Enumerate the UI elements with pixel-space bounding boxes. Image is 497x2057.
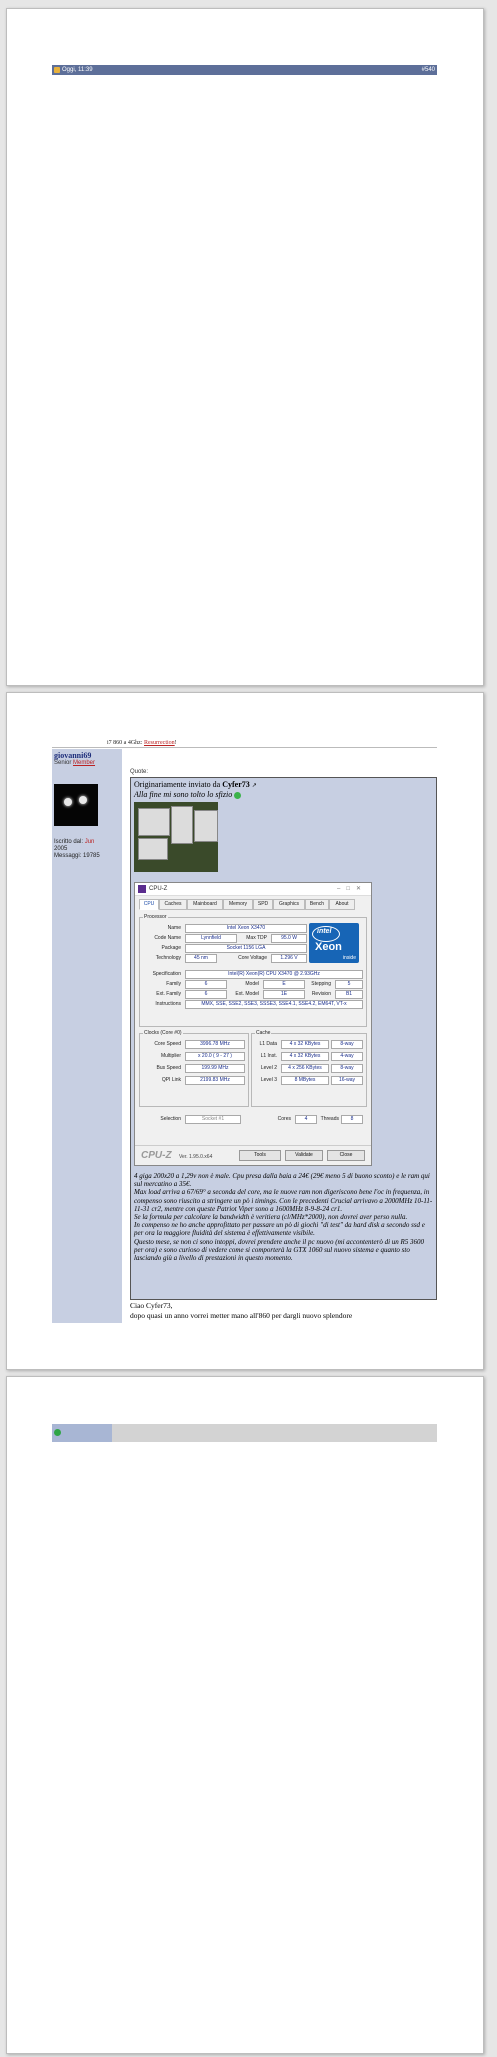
instructions-label: Instructions (155, 1001, 181, 1007)
cpuz-tab-graphics: Graphics (273, 899, 305, 910)
post-date: Oggi, 11:39 (62, 67, 93, 73)
reply-line: Ciao Cyfer73, (130, 1301, 173, 1310)
l1data-value: 4 x 32 KBytes (281, 1040, 329, 1049)
name-value: Intel Xeon X3470 (185, 924, 307, 933)
technology-label: Technology (155, 955, 181, 961)
post-body (122, 749, 437, 1323)
cpuz-brand: CPU-Z (141, 1150, 172, 1161)
threads-label: Threads (320, 1116, 339, 1122)
user-rank (54, 760, 95, 766)
post-number-link[interactable]: #540 (421, 67, 435, 73)
cpuz-tab-mainboard: Mainboard (187, 899, 223, 910)
page-3 (6, 1376, 484, 2054)
post-icon (54, 67, 60, 73)
smiley-icon (234, 792, 241, 799)
busspeed-label: Bus Speed (156, 1065, 181, 1071)
extmodel-value: 1E (263, 990, 305, 999)
qpilink-label: QPI Link (161, 1077, 181, 1083)
extmodel-label: Ext. Model (235, 991, 259, 997)
thread-title-link[interactable]: Resurrection (144, 740, 175, 746)
thread-title (107, 740, 177, 746)
level2-value: 4 x 256 KBytes (281, 1064, 329, 1073)
corespeed-label: Core Speed (154, 1041, 181, 1047)
cpuz-logo-icon (138, 885, 146, 893)
cores-label: Cores (277, 1116, 291, 1122)
quote-label: Quote: (130, 769, 149, 775)
joined-label: Iscritto dal: (54, 839, 85, 845)
username[interactable]: giovanni69 (54, 751, 92, 760)
post-header-bar (52, 1424, 437, 1442)
quote-paragraph: Questo mese, se non ci sono intoppi, dovrei prendere anche il pc nuovo (mi accontenterò di un R5 3600 per ora) e sono curioso di vedere come si comporterà la GTX 1060 sul nuovo sistema e quanto sto lasciando giù a livello di prestazioni in questo momento. (134, 1237, 425, 1263)
extfamily-label: Ext. Family (156, 991, 181, 997)
qpilink-value: 2199.83 MHz (185, 1076, 245, 1085)
tools-button: Tools (239, 1150, 281, 1161)
messages-value: 19785 (83, 853, 100, 859)
maxtdp-label: Max TDP (246, 935, 267, 941)
codename-value: Lynnfield (185, 934, 237, 943)
validate-button: Validate (285, 1150, 323, 1161)
cpuz-screenshot (134, 882, 372, 1166)
model-value: E (263, 980, 305, 989)
screenshot-thumbnail[interactable] (134, 802, 218, 872)
xeon-product: Xeon (315, 941, 342, 953)
package-label: Package (161, 945, 181, 951)
avatar-eye-right (79, 796, 87, 804)
processor-group-label: Processor (144, 914, 167, 920)
l1data-label: L1 Data (259, 1041, 277, 1047)
cache-group-label: Cache (256, 1030, 271, 1036)
messages-label: Messaggi: (54, 853, 84, 859)
quote-paragraph: Se la formula per calcolare la bandwidth è veritiera (cl/MHz*2000), non dovrei aver perso nulla. (134, 1213, 408, 1222)
cpuz-footer (135, 1145, 371, 1166)
xeon-inside: inside (342, 955, 356, 961)
post-header-bar (52, 65, 437, 75)
level2-way: 8-way (331, 1064, 363, 1073)
name-label: Name (167, 925, 181, 931)
xeon-brand: intel (317, 928, 332, 935)
l1inst-value: 4 x 32 KBytes (281, 1052, 329, 1061)
joined-value: Jun (84, 839, 95, 845)
family-value: 6 (185, 980, 227, 989)
cpuz-tab-caches: Caches (159, 899, 187, 910)
close-button: Close (327, 1150, 365, 1161)
quote-header-prefix: Originariamente inviato da (134, 780, 223, 789)
quote-text (134, 1172, 434, 1262)
user-sidebar (52, 749, 122, 1323)
l1inst-label: L1 Inst. (260, 1053, 277, 1059)
quote-box (130, 777, 437, 1300)
multiplier-value: x 20.0 ( 9 - 27 ) (185, 1052, 245, 1061)
busspeed-value: 199.99 MHz (185, 1064, 245, 1073)
l1inst-way: 4-way (331, 1052, 363, 1061)
family-label: Family (166, 981, 181, 987)
thread-title-text: i7 860 a 4Ghz: (107, 740, 144, 746)
corevoltage-label: Core Voltage (238, 955, 267, 961)
cpuz-tab-about: About (329, 899, 355, 910)
post-header-left (52, 1424, 112, 1442)
level3-label: Level 3 (260, 1077, 277, 1083)
spec-label: Specification (152, 971, 181, 977)
instructions-value: MMX, SSE, SSE2, SSE3, SSSE3, SSE4.1, SSE4.2, EM64T, VT-x (185, 1000, 363, 1009)
online-status-icon (54, 1429, 61, 1436)
level3-way: 16-way (331, 1076, 363, 1085)
threads-value: 8 (341, 1115, 363, 1124)
clocks-group-label: Clocks (Core #0) (144, 1030, 182, 1036)
extfamily-value: 6 (185, 990, 227, 999)
stepping-value: 5 (335, 980, 363, 989)
cpuz-version: Ver. 1.95.0.x64 (179, 1154, 213, 1160)
joined-year: 2005 (54, 846, 68, 852)
stepping-label: Stepping (311, 981, 331, 987)
cores-value: 4 (295, 1115, 317, 1124)
quote-paragraph: 4 giga 200x20 a 1,29v non è male. Cpu presa dalla baia a 24€ (29€ meno 5 di buono sconto) e le ram qui sul mercatino a 35€. (134, 1172, 430, 1189)
corespeed-value: 3996.78 MHz (185, 1040, 245, 1049)
user-info (54, 839, 100, 860)
corevoltage-value: 1.296 V (271, 954, 307, 963)
reply-text (130, 1301, 435, 1321)
level2-label: Level 2 (260, 1065, 277, 1071)
model-label: Model (245, 981, 259, 987)
cpuz-titlebar (135, 883, 371, 896)
level3-value: 8 MBytes (281, 1076, 329, 1085)
cpuz-tab-cpu: CPU (139, 899, 159, 910)
cpuz-title: CPU-Z (149, 886, 168, 892)
cpuz-tab-memory: Memory (223, 899, 253, 910)
view-post-icon[interactable]: ↗ (251, 783, 257, 789)
user-rank-prefix: Senior (54, 760, 74, 766)
technology-value: 45 nm (185, 954, 217, 963)
quote-header (134, 780, 257, 789)
reply-line: dopo quasi un anno vorrei metter mano all'860 per dargli nuovo splendore (130, 1311, 353, 1320)
avatar-eye-left (64, 798, 72, 806)
selection-label: Selection (160, 1116, 181, 1122)
page-2 (6, 692, 484, 1370)
quote-first-line-text: Alla fine mi sono tolto lo sfizio (134, 790, 233, 799)
page-1 (6, 8, 484, 686)
revision-value: B1 (335, 990, 363, 999)
spec-value: Intel(R) Xeon(R) CPU X3470 @ 2.93GHz (185, 970, 363, 979)
quote-author[interactable]: Cyfer73 (222, 780, 250, 789)
cpuz-tab-bench: Bench (305, 899, 329, 910)
avatar (54, 784, 98, 826)
cpuz-tab-spd: SPD (253, 899, 273, 910)
multiplier-label: Multiplier (160, 1053, 181, 1059)
revision-label: Revision (311, 991, 331, 997)
quote-first-line (134, 790, 241, 799)
window-controls-icon: –□✕ (337, 886, 367, 892)
user-rank-word: Member (73, 760, 96, 766)
quote-paragraph: Max load arriva a 67/69° a seconda del core, ma le nuove ram non digeriscono bene l'oc in frequenza, in compenso sono riuscito a stringere un pò i timings. Con le precedenti Crucial arrivavo a 2000MHz 10-11-11-31 cr2, mentre con queste Patriot Viper sono a 1600MHz 8-9-8-24 cr1. (134, 1188, 433, 1213)
l1data-way: 8-way (331, 1040, 363, 1049)
package-value: Socket 1156 LGA (185, 944, 307, 953)
quote-paragraph: In compenso ne ho anche approfittato per passare un pò di giochi "di test" da hard disk a secondo ssd e per ora la maggiore fluidità del sistema è effettivamente visibile. (134, 1221, 425, 1238)
thread-title-suffix: ! (174, 740, 177, 746)
selection-select: Socket #1 (185, 1115, 241, 1124)
codename-label: Code Name (154, 935, 181, 941)
maxtdp-value: 95.0 W (271, 934, 307, 943)
intel-xeon-logo (309, 923, 359, 963)
